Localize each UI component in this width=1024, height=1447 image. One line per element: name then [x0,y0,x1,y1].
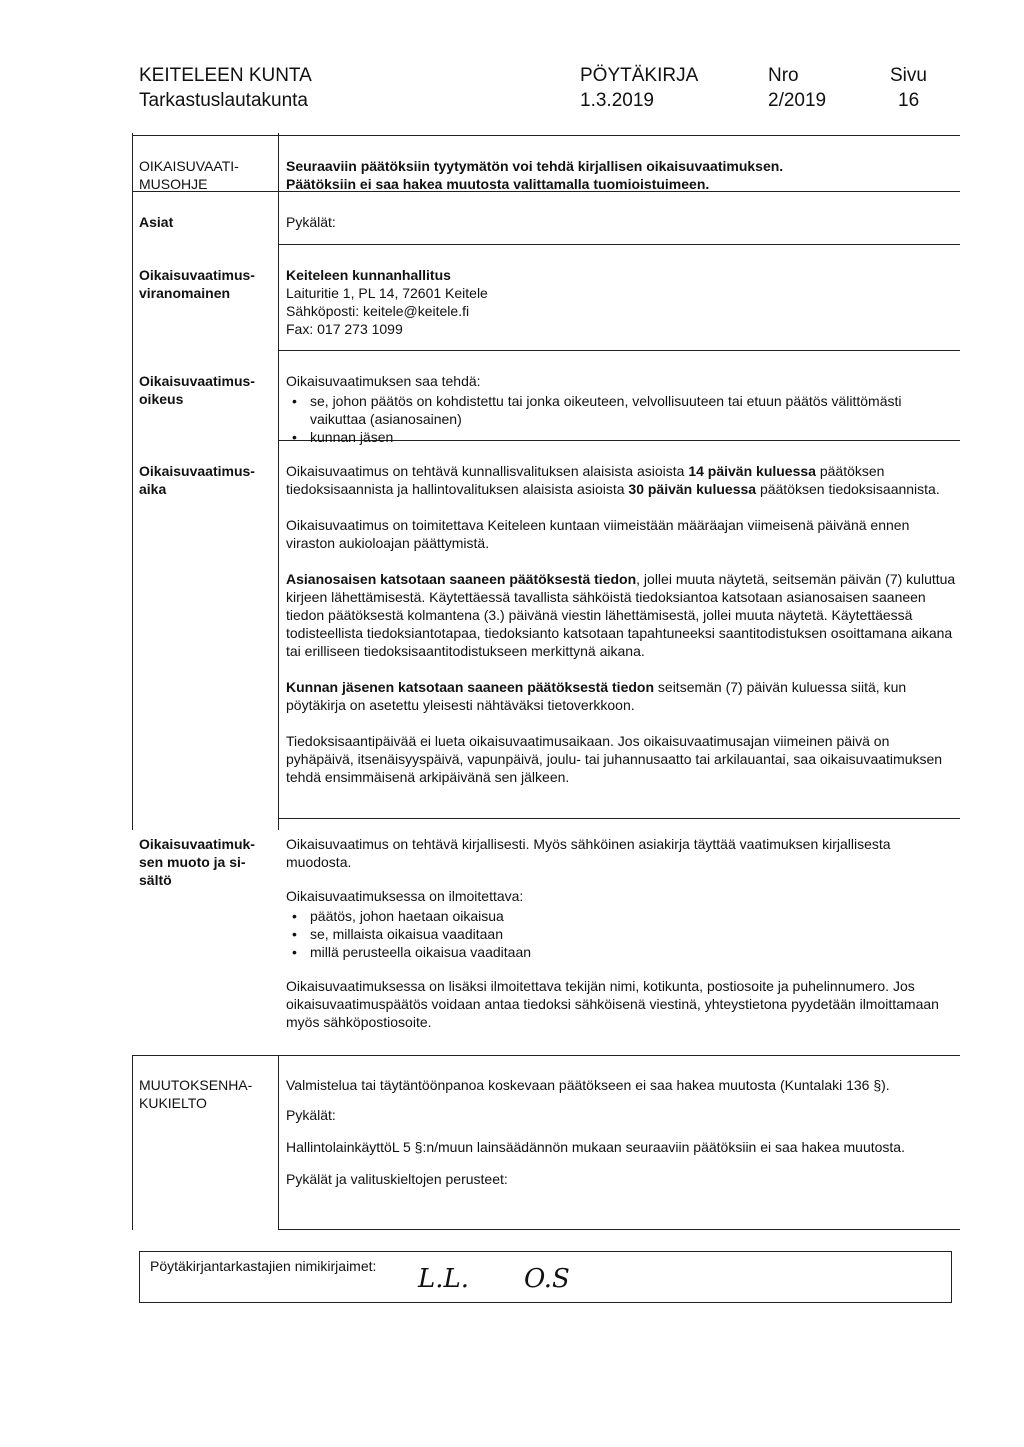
rule-asiat [278,244,960,245]
section-label-asiat: Asiat [139,214,174,230]
protocol-number: 2/2019 [768,90,827,111]
section-label-muoto [139,835,269,889]
section-label-oikeus [139,372,269,408]
text: seitsemän (7) päivän kuluessa siitä, kun pöytäkirja on asetettu yleisesti nähtäväksi tietoverkkoon. [286,679,907,713]
muoto-paragraph-2: Oikaisuvaatimuksessa on ilmoitettava: [286,888,524,904]
page-number: 16 [898,90,920,111]
text: Oikaisuvaatimus on tehtävä kunnallisvalituksen alaisista asioista [286,463,689,479]
emphasis: Kunnan jäsenen katsotaan saaneen päätöksestä tiedon [286,679,655,695]
kielto-paragraph-4: Pykälät ja valituskieltojen perusteet: [286,1171,508,1187]
aika-paragraph-3 [286,570,956,660]
page-label: Sivu [890,65,927,86]
section-content-aika [286,462,956,786]
left-border [132,133,133,830]
label-text: OIKAISUVAATI- MUSOHJE [139,158,239,192]
rule-aika [278,818,960,819]
oikeus-intro: Oikaisuvaatimuksen saa tehdä: [286,373,481,389]
column-divider [278,133,279,830]
authority-fax: Fax: 017 273 1099 [286,321,403,337]
section-content-muoto [286,835,956,1031]
list-item: • kunnan jäsen [286,428,956,446]
deadline-14-days: 14 päivän kuluessa [688,463,816,479]
muoto-bullet-list [286,907,956,961]
section-content-ohje [286,157,956,193]
deadline-30-days: 30 päivän kuluessa [628,481,757,497]
kielto-paragraph-2: Pykälät: [286,1107,336,1123]
authority-email: Sähköposti: keitele@keitele.fi [286,303,470,319]
text: päätöksen tiedoksisaannista. [756,481,940,497]
nro-label: Nro [768,65,799,86]
ohje-line-1: Seuraaviin päätöksiin tyytymätön voi tehdä kirjallisen oikaisuvaatimuksen. [286,158,784,174]
rule-kielto-top [132,1055,960,1056]
text: , jollei muuta näytetä, seitsemän päivän (7) kuluttua kirjeen lähettämisestä. Käytettäessä tavallista sähköistä tiedoksiantoa katsotaan asianosaisen saaneen tiedon päätöksestä kolmantena (3.) päivänä viestin lähettämisestä, jollei muuta näytetä. Käytettäessä todisteellista tiedoksiantotapaa, tiedoksianto katsotaan tapahtuneeksi saantitodistuksen osoittamana aikana tai erilliseen tiedoksisaantitodistukseen merkittynä aikana. [286,571,956,659]
meeting-date: 1.3.2019 [580,90,654,111]
kielto-paragraph-3: HallintolainkäyttöL 5 §:n/muun lainsäädännön mukaan seuraaviin päätöksiin ei saa hakea muutosta. [286,1139,905,1155]
aika-paragraph-1 [286,462,956,498]
authority-address: Laituritie 1, PL 14, 72601 Keitele [286,285,488,301]
aika-paragraph-4 [286,678,956,714]
list-item: • se, johon päätös on kohdistettu tai jonka oikeuteen, velvollisuuteen tai etuun päätös välittömästi vaikuttaa (asianosainen) [286,392,956,428]
label-text: MUUTOKSENHA- KUKIELTO [139,1077,253,1111]
section-content-viranomainen [286,266,956,338]
oikeus-bullet-list [286,392,956,446]
list-item: • millä perusteella oikaisua vaaditaan [286,943,956,961]
muoto-paragraph-3: Oikaisuvaatimuksessa on lisäksi ilmoitettava tekijän nimi, kotikunta, postiosoite ja puhelinnumero. Jos oikaisuvaatimuspäätös voidaan antaa tiedoksi sähköisenä viestinä, yhteystietona pyydetään ilmoittamaan myös sähköpostiosoite. [286,978,939,1030]
rule-viranomainen [278,350,960,351]
board-name: Tarkastuslautakunta [139,90,308,111]
section-content-asiat: Pykälät: [286,214,336,230]
section-label-aika [139,462,269,498]
label-text: Oikaisuvaatimus- oikeus [139,373,255,407]
initials-handwritten-1: L.L. [418,1264,470,1294]
initials-handwritten-2: O.S [524,1264,570,1294]
kielto-paragraph-1: Valmistelua tai täytäntöönpanoa koskevaan päätökseen ei saa hakea muutosta (Kuntalaki 136 §). [286,1077,890,1093]
emphasis: Asianosaisen katsotaan saaneen päätöksestä tiedon [286,571,637,587]
section-label-muutoksenhakukielto [139,1076,269,1112]
muoto-paragraph-1: Oikaisuvaatimus on tehtävä kirjallisesti. Myös sähköinen asiakirja täyttää vaatimuksen kirjallisesta muodosta. [286,836,891,870]
rule-kielto-bottom [278,1229,960,1230]
text: päätöksen tiedoksisaannista ja hallintovalituksen alaisista asioista [286,463,885,497]
rule-top [132,135,960,136]
section-content-muutoksenhakukielto [286,1076,956,1188]
list-item: • päätös, johon haetaan oikaisua [286,907,956,925]
signature-label: Pöytäkirjantarkastajien nimikirjaimet: [150,1258,377,1274]
municipality-name: KEITELEEN KUNTA [139,65,312,86]
section-label-ohje [139,157,269,193]
document-type: PÖYTÄKIRJA [580,65,699,86]
label-text: Oikaisuvaatimuk- sen muoto ja si- sältö [139,836,255,888]
authority-name: Keiteleen kunnanhallitus [286,267,451,283]
left-border-kielto [132,1055,133,1230]
label-text: Oikaisuvaatimus- viranomainen [139,267,255,301]
aika-paragraph-5: Tiedoksisaantipäivää ei lueta oikaisuvaatimusaikaan. Jos oikaisuvaatimusajan viimeinen päivä on pyhäpäivä, itsenäisyyspäivä, vapunpäivä, joulu- tai juhannusaatto tai arkilauantai, saa oikaisuvaatimuksen tehdä ensimmäisenä arkipäivänä sen jälkeen. [286,733,943,785]
ohje-line-2: Päätöksiin ei saa hakea muutosta valittamalla tuomioistuimeen. [286,176,710,192]
signature-box [139,1251,952,1303]
list-item: • se, millaista oikaisua vaaditaan [286,925,956,943]
label-text: Oikaisuvaatimus- aika [139,463,255,497]
aika-paragraph-2: Oikaisuvaatimus on toimitettava Keiteleen kuntaan viimeistään määräajan viimeisenä päivänä ennen viraston aukioloajan päättymistä. [286,517,910,551]
section-content-oikeus [286,372,956,446]
column-divider-kielto [278,1055,279,1230]
section-label-viranomainen [139,266,269,302]
